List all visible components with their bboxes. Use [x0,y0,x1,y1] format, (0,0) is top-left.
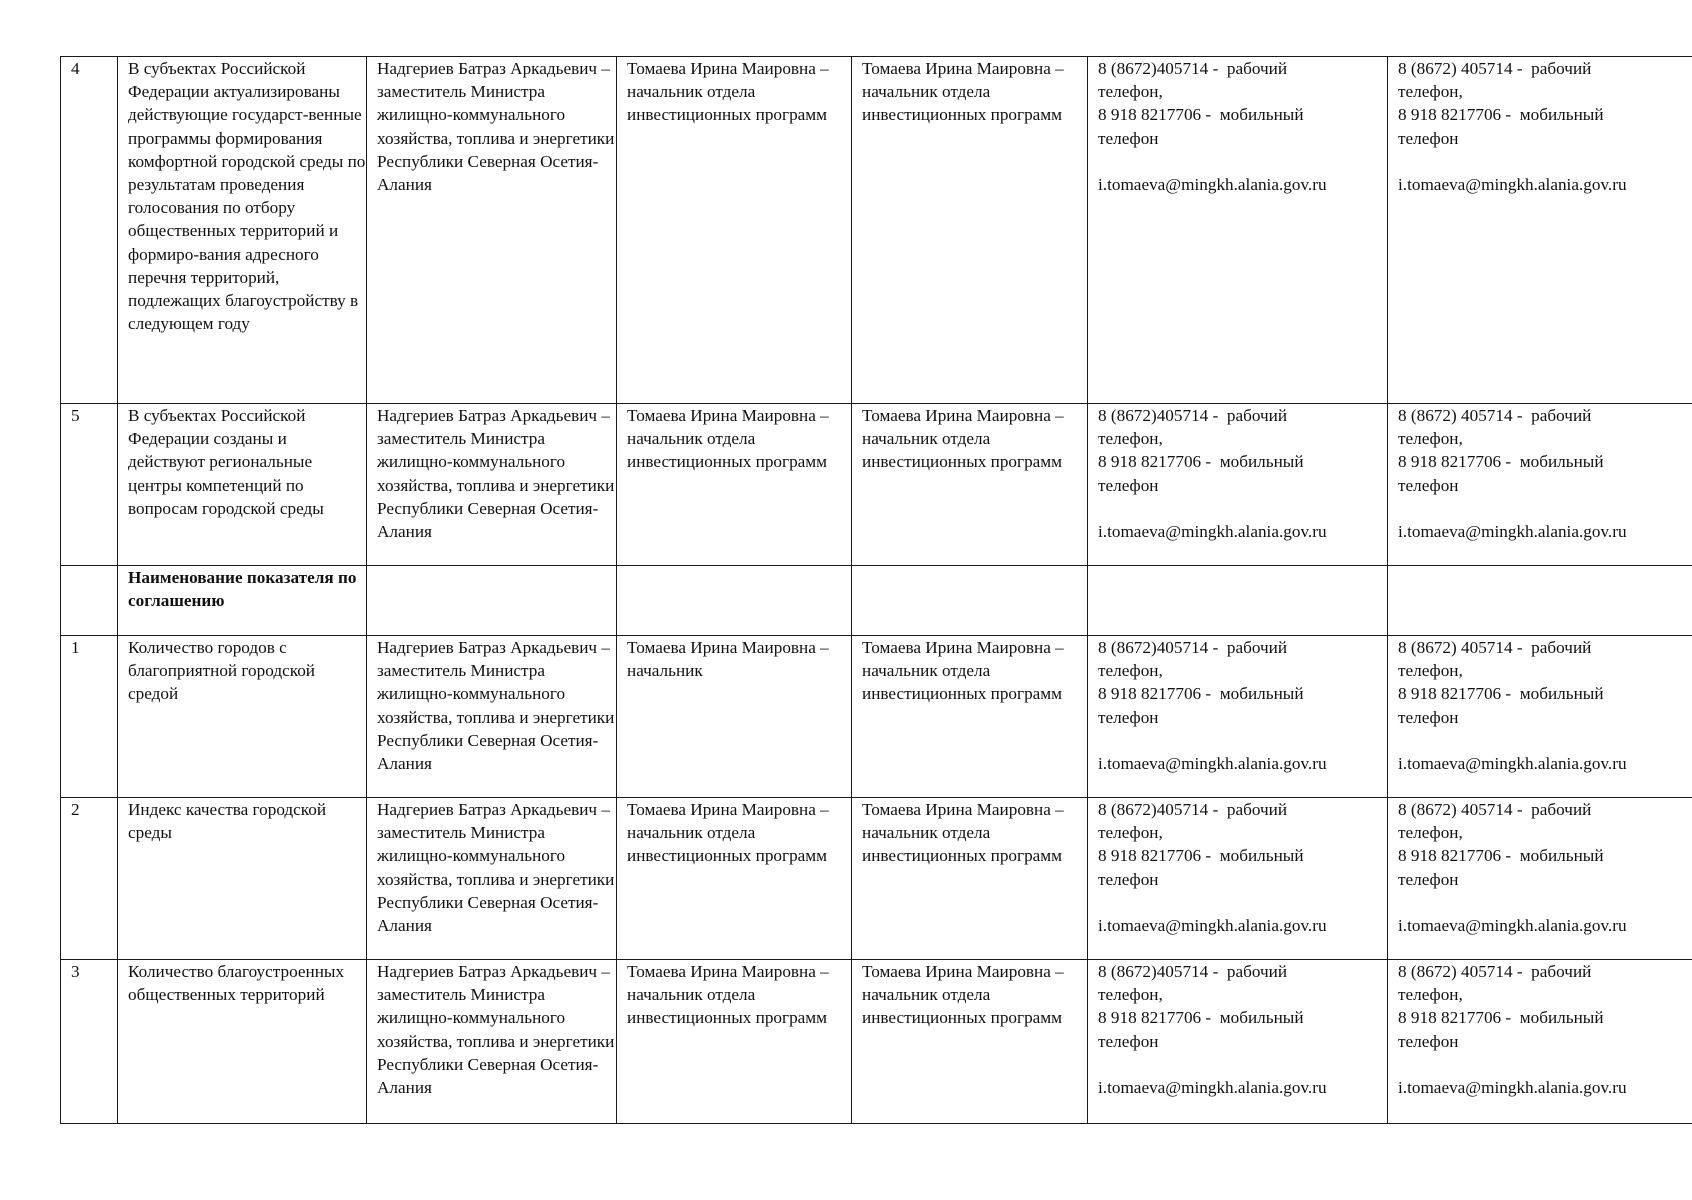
row-number: 1 [61,636,118,798]
mobile-phone: 8 918 8217706 - мобильный [1398,684,1604,704]
executor-person: Томаева Ирина Маировна – начальник отдела инвестиционных программ [617,404,852,566]
phone-caption: телефон [1098,869,1159,889]
phone-caption: телефон, [1398,429,1463,449]
phone-caption: телефон [1398,707,1459,727]
work-phone: 8 (8672) 405714 - рабочий [1398,59,1592,78]
email-address: i.tomaeva@mingkh.alania.gov.ru [1098,1077,1327,1097]
work-phone: 8 (8672)405714 - рабочий [1098,638,1288,657]
contact-info [1088,960,1388,1124]
phone-caption: телефон, [1098,661,1163,681]
email-address: i.tomaeva@mingkh.alania.gov.ru [1098,753,1327,773]
email-address: i.tomaeva@mingkh.alania.gov.ru [1098,521,1327,541]
row-number: 5 [61,404,118,566]
executor-person: Томаева Ирина Маировна – начальник отдела инвестиционных программ [852,798,1088,960]
phone-caption: телефон [1098,707,1159,727]
mobile-phone: 8 918 8217706 - мобильный [1098,684,1304,704]
contact-info [1088,798,1388,960]
executor-person: Томаева Ирина Маировна – начальник отдела инвестиционных программ [617,960,852,1124]
table-row [61,636,1692,798]
email-address: i.tomaeva@mingkh.alania.gov.ru [1398,174,1627,194]
executor-person: Томаева Ирина Маировна – начальник отдела инвестиционных программ [617,798,852,960]
email-address: i.tomaeva@mingkh.alania.gov.ru [1098,174,1327,194]
phone-caption: телефон, [1398,985,1463,1005]
contact-info [1088,636,1388,798]
table-row [61,798,1692,960]
work-phone: 8 (8672)405714 - рабочий [1098,59,1288,78]
phone-caption: телефон [1398,128,1459,148]
phone-caption: телефон, [1398,82,1463,102]
phone-caption: телефон, [1098,82,1163,102]
mobile-phone: 8 918 8217706 - мобильный [1398,846,1604,866]
mobile-phone: 8 918 8217706 - мобильный [1098,1008,1304,1028]
mobile-phone: 8 918 8217706 - мобильный [1098,105,1304,125]
work-phone: 8 (8672) 405714 - рабочий [1398,800,1592,819]
table-row [61,57,1692,404]
phone-caption: телефон [1398,1031,1459,1051]
section-header-row [61,566,1692,636]
phone-caption: телефон [1098,1031,1159,1051]
executor-person: Томаева Ирина Маировна – начальник [617,636,852,798]
contact-info [1388,57,1692,404]
phone-caption: телефон, [1098,823,1163,843]
executor-person: Томаева Ирина Маировна – начальник отдела инвестиционных программ [852,960,1088,1124]
phone-caption: телефон [1098,128,1159,148]
email-address: i.tomaeva@mingkh.alania.gov.ru [1398,915,1627,935]
executor-person: Томаева Ирина Маировна – начальник отдела инвестиционных программ [852,404,1088,566]
table-row [61,960,1692,1124]
contact-info [1388,960,1692,1124]
executor-person: Томаева Ирина Маировна – начальник отдела инвестиционных программ [852,57,1088,404]
work-phone: 8 (8672) 405714 - рабочий [1398,638,1592,657]
phone-caption: телефон [1098,475,1159,495]
contact-info [1388,636,1692,798]
empty-cell [617,566,852,636]
row-number: 3 [61,960,118,1124]
executor-person: Томаева Ирина Маировна – начальник отдела инвестиционных программ [852,636,1088,798]
responsible-person: Надгериев Батраз Аркадьевич – заместитель Министра жилищно-коммунального хозяйства, топлива и энергетики Республики Северная Осетия-Алания [367,636,617,798]
mobile-phone: 8 918 8217706 - мобильный [1398,105,1604,125]
responsible-person: Надгериев Батраз Аркадьевич – заместитель Министра жилищно-коммунального хозяйства, топлива и энергетики Республики Северная Осетия-Алания [367,798,617,960]
table-row [61,404,1692,566]
contact-info [1088,57,1388,404]
phone-caption: телефон [1398,869,1459,889]
phone-caption: телефон, [1098,985,1163,1005]
row-number: 4 [61,57,118,404]
mobile-phone: 8 918 8217706 - мобильный [1398,452,1604,472]
contact-info [1388,798,1692,960]
section-header: Наименование показателя по соглашению [118,566,367,636]
phone-caption: телефон, [1398,661,1463,681]
indicator-name: В субъектах Российской Федерации актуализированы действующие государст-венные программы формирования комфортной городской среды по результатам проведения голосования по отбору общественных территорий и формиро-вания адресного перечня территорий, подлежащих благоустройству в следующем году [118,57,367,404]
work-phone: 8 (8672)405714 - рабочий [1098,800,1288,819]
row-number [61,566,118,636]
mobile-phone: 8 918 8217706 - мобильный [1398,1008,1604,1028]
empty-cell [1088,566,1388,636]
responsible-person: Надгериев Батраз Аркадьевич – заместитель Министра жилищно-коммунального хозяйства, топлива и энергетики Республики Северная Осетия-Алания [367,404,617,566]
work-phone: 8 (8672) 405714 - рабочий [1398,406,1592,425]
email-address: i.tomaeva@mingkh.alania.gov.ru [1098,915,1327,935]
email-address: i.tomaeva@mingkh.alania.gov.ru [1398,521,1627,541]
responsible-person: Надгериев Батраз Аркадьевич – заместитель Министра жилищно-коммунального хозяйства, топлива и энергетики Республики Северная Осетия-Алания [367,57,617,404]
indicator-name: В субъектах Российской Федерации созданы и действуют региональные центры компетенций по вопросам городской среды [118,404,367,566]
empty-cell [367,566,617,636]
indicator-name: Количество городов с благоприятной городской средой [118,636,367,798]
document-page [60,56,1692,1124]
work-phone: 8 (8672) 405714 - рабочий [1398,962,1592,981]
mobile-phone: 8 918 8217706 - мобильный [1098,452,1304,472]
phone-caption: телефон, [1398,823,1463,843]
responsible-person: Надгериев Батраз Аркадьевич – заместитель Министра жилищно-коммунального хозяйства, топлива и энергетики Республики Северная Осетия-Алания [367,960,617,1124]
phone-caption: телефон, [1098,429,1163,449]
work-phone: 8 (8672)405714 - рабочий [1098,406,1288,425]
work-phone: 8 (8672)405714 - рабочий [1098,962,1288,981]
contact-info [1088,404,1388,566]
indicator-name: Индекс качества городской среды [118,798,367,960]
email-address: i.tomaeva@mingkh.alania.gov.ru [1398,1077,1627,1097]
row-number: 2 [61,798,118,960]
phone-caption: телефон [1398,475,1459,495]
contacts-table [60,56,1692,1124]
empty-cell [1388,566,1692,636]
executor-person: Томаева Ирина Маировна – начальник отдела инвестиционных программ [617,57,852,404]
indicator-name: Количество благоустроенных общественных территорий [118,960,367,1124]
empty-cell [852,566,1088,636]
email-address: i.tomaeva@mingkh.alania.gov.ru [1398,753,1627,773]
contact-info [1388,404,1692,566]
mobile-phone: 8 918 8217706 - мобильный [1098,846,1304,866]
